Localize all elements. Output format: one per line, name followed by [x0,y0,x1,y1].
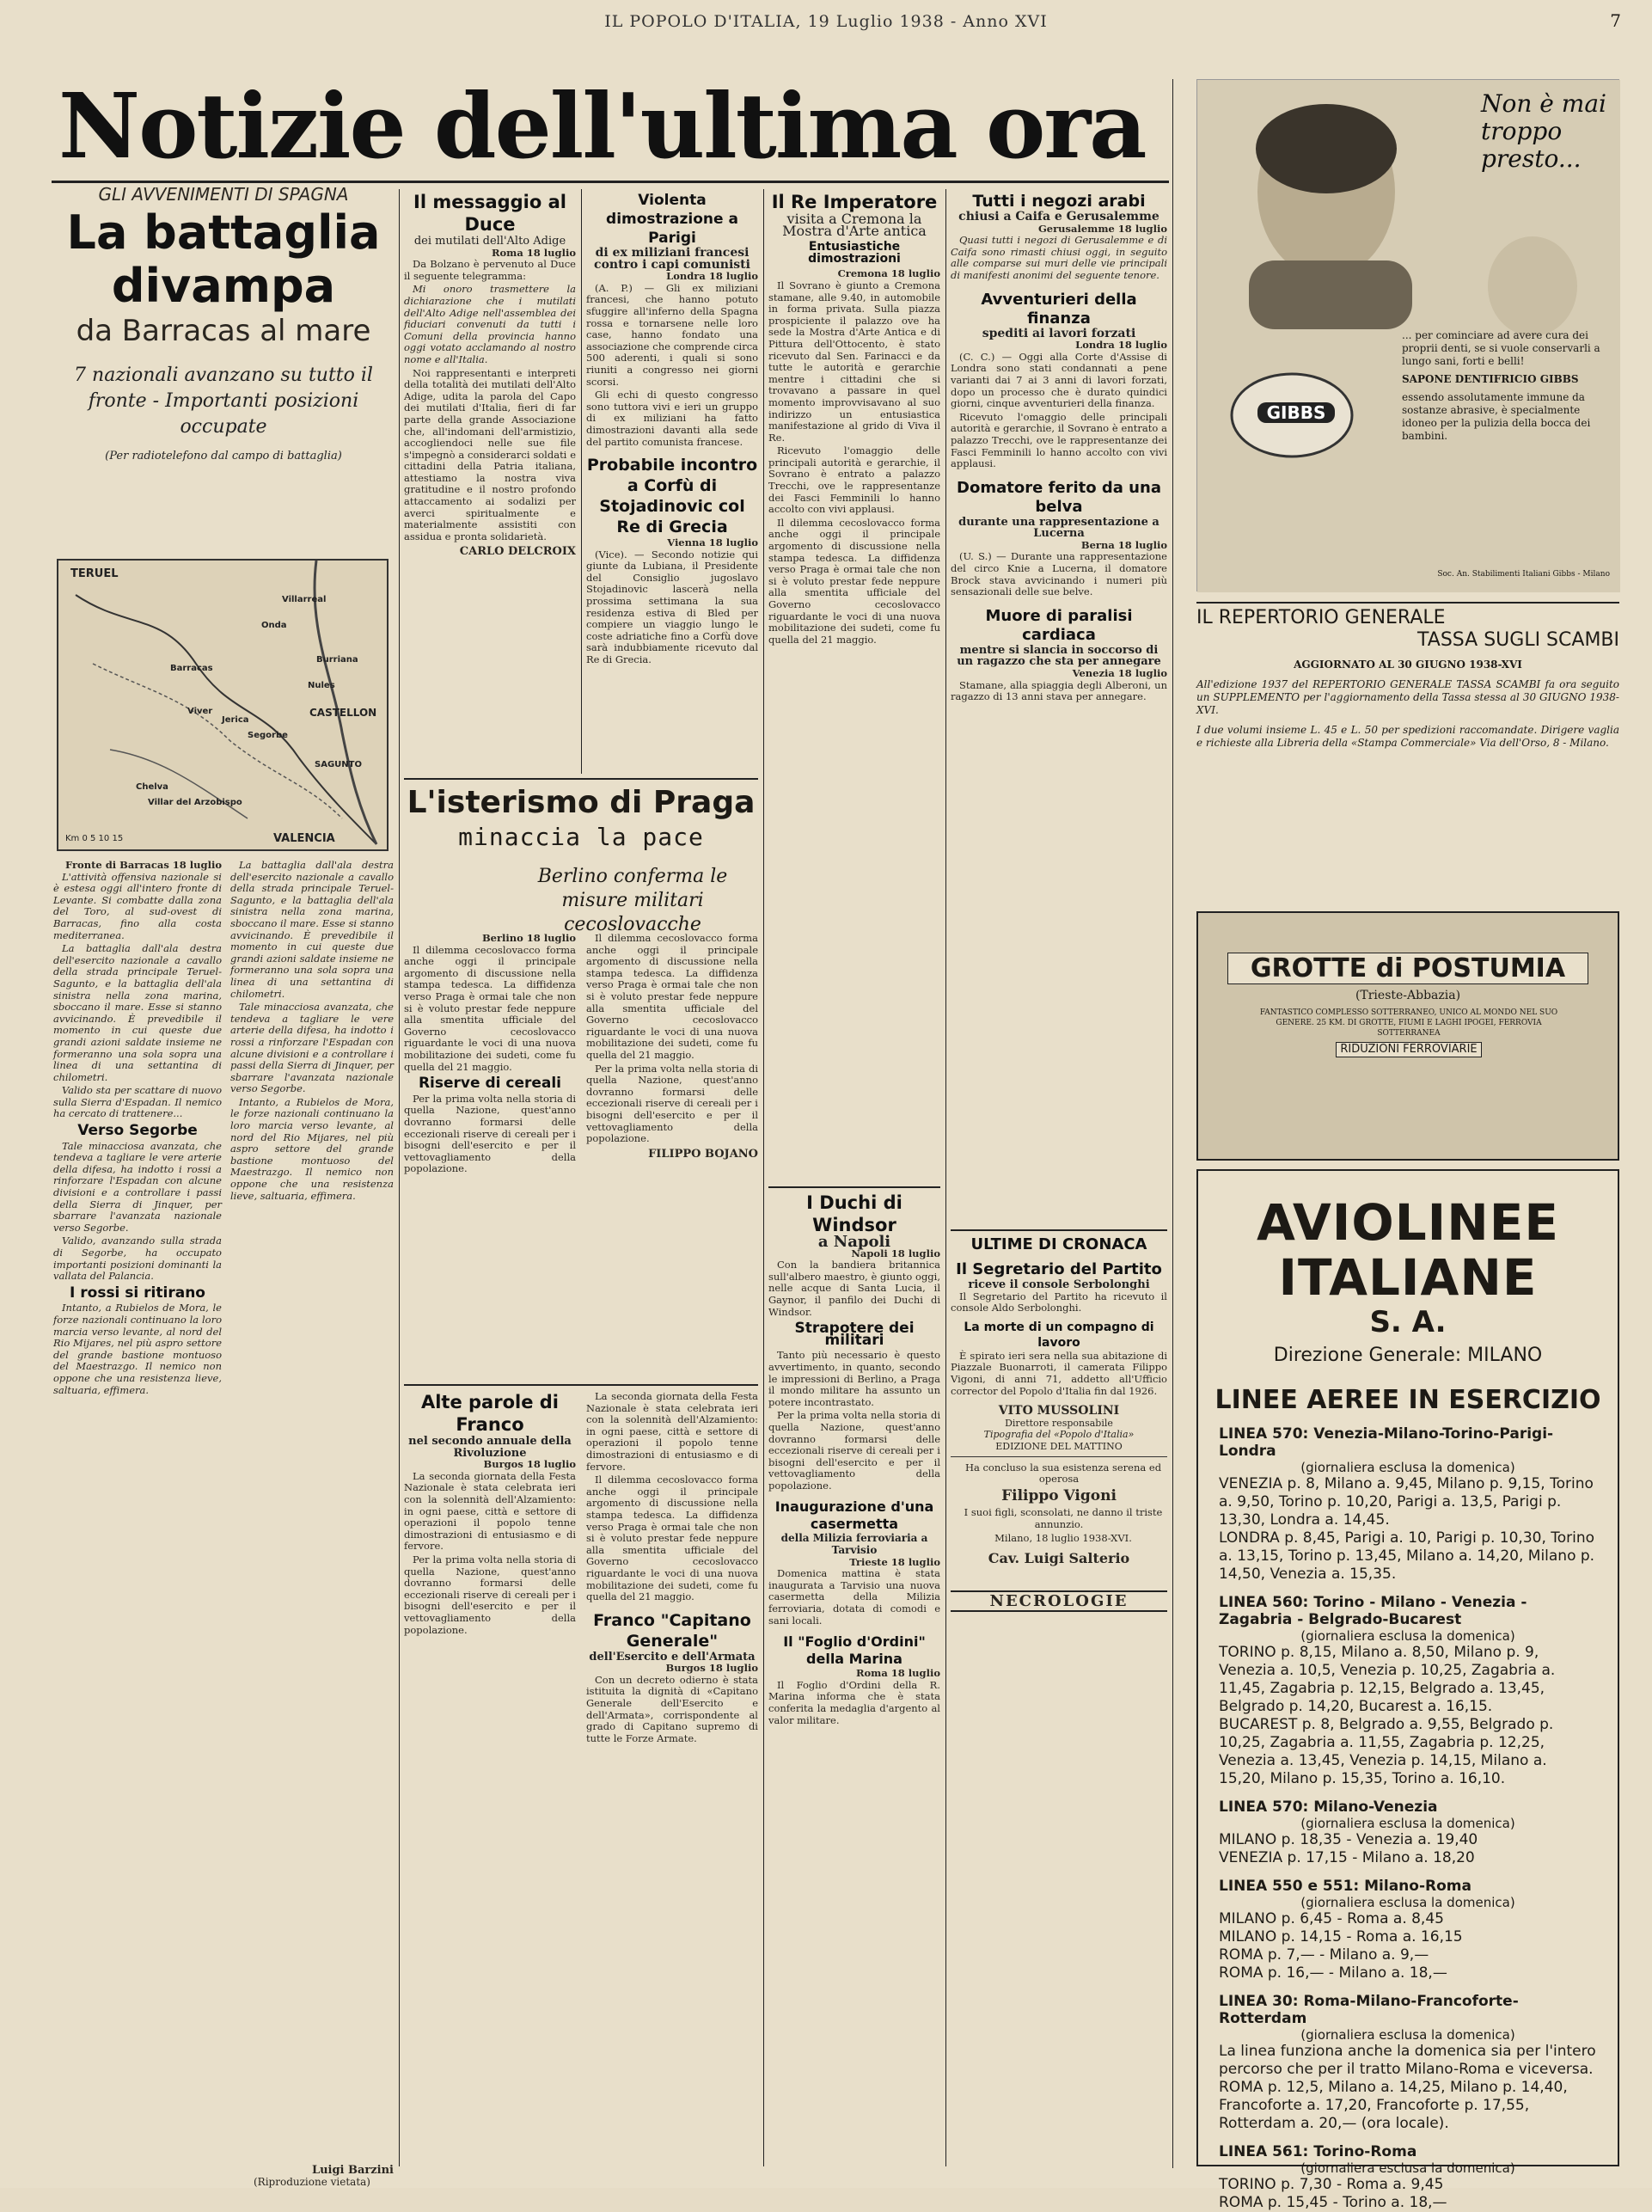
headline-paralisi: Muore di paralisi cardiaca [985,606,1133,644]
paragraph: (A. P.) — Gli ex miliziani francesi, che hanno potuto sfuggire all'inferno della Spagna rossa e tornarsene nelle loro case, hanno fondato una associazione che comprende circa 500 aderenti, i quali si sono riuniti a congresso nei giorni scorsi. [586,281,758,388]
paragraph: Quasi tutti i negozi di Gerusalemme e di Caifa sono rimasti chiusi oggi, in seguito alle comparse sui muri delle vie principali di manifesti anonimi del seguente tenore. [951,234,1167,281]
headline-windsor: I Duchi di Windsor [806,1192,902,1235]
edition: EDIZIONE DEL MATTINO [951,1441,1167,1457]
section-head: Riserve di cereali [418,1075,562,1093]
dateline: Venezia 18 luglio [1072,667,1167,680]
paragraph: I suoi figli, sconsolati, ne danno il triste annunzio. [964,1506,1163,1530]
map-label: Segorbe [248,731,288,740]
route-line: MILANO p. 14,15 - Roma a. 16,15 [1219,1928,1463,1945]
sub-praga: Berlino conferma le misure militari cecoslovacche [537,866,728,935]
headline-finanza: Avventurieri della finanza [981,290,1137,328]
column-rule [399,189,400,2166]
column-negozi [951,191,1167,1222]
paragraph: Per la prima volta nella storia di quella Nazione, quest'anno dovranno formarsi delle eccezionali riserve di cereali per i bisogni dell'esercito e per il vettovagliamento della popolazione. [404,1092,576,1175]
dateline: Burgos 18 luglio [483,1458,576,1471]
paragraph: Milano, 18 luglio 1938-XVI. [994,1531,1132,1544]
route-name: LINEA 561: Torino-Roma [1219,2143,1417,2160]
paragraph: Stamane, alla spiaggia degli Alberoni, un ragazzo di 13 anni stava per annegare. [951,678,1167,703]
paragraph: Per la prima volta nella storia di quella Nazione, quest'anno dovranno formarsi delle eccezionali riserve di cereali per i bisogni dell'esercito e per il vettovagliamento della popolazione. [586,1062,758,1145]
masthead: Notizie dell'ultima ora [58,73,1146,179]
headline-messaggio: Il messaggio al Duce [413,192,566,235]
headline-negozi: Tutti i negozi arabi [972,192,1146,211]
map-label: Chelva [136,782,168,792]
dateline: Cremona 18 luglio [837,267,940,280]
gibbs-text1: ... per cominciare ad avere cura dei proprii denti, se si vuole conservarli a lungo sani, forti e belli! [1402,329,1600,367]
section-head: I rossi si ritirano [70,1284,205,1302]
grotte-sub: (Trieste-Abbazia) [1355,989,1461,1002]
deck: visita a Cremona la Mostra d'Arte antica [782,211,927,239]
paragraph: Per la prima volta nella storia di quella Nazione, quest'anno dovranno formarsi delle eccezionali riserve di cereali per i bisogni dell'esercito e per il vettovagliamento della popolazione. [404,1553,576,1636]
paragraph: Il Sovrano è giunto a Cremona stamane, alle 9.40, in automobile in forma privata. Sulla piazza prospiciente il palazzo ove ha sede la Mostra d'Arte Antica e di Pittura dell'Ottocento, è stato ricevuto dal Sen. Farinacci e da tutte le autorità e gerarchie mentre i cittadini che si trovavano a passare in quel momento improvvisavano al suo indirizzo un entusiastica manifestazione al grido di Viva il Re. [768,279,940,444]
dateline: Vienna 18 luglio [667,536,758,549]
paragraph: Con la bandiera britannica sull'albero maestro, è giunto oggi, nelle acque di Santa Lucia, il Gaynor, il panfilo dei Duchi di Windsor. [768,1259,940,1318]
section-head: Entusiastiche dimostrazioni [808,240,901,266]
gibbs-credit: Soc. An. Stabilimenti Italiani Gibbs - Milano [1437,570,1610,579]
deck: dei mutilati dell'Alto Adige [413,235,566,248]
route-line: ROMA p. 12,5, Milano a. 14,25, Milano p. 14,40, Francoforte a. 17,20, Francoforte p. 17,55, Rotterdam a. 20,— (ora locale). [1219,2079,1568,2132]
signature: FILIPPO BOJANO [648,1147,758,1161]
deck: spediti ai lavori forzati [982,326,1136,340]
avio-direzione: Direzione Generale: MILANO [1273,1345,1543,1366]
paragraph: Ricevuto l'omaggio delle principali autorità e gerarchie, il Sovrano è entrato a palazzo Trecchi, ove le rappresentanze dei Fasci Femminili lo hanno accolto con vivi applausi. [951,410,1167,470]
printer: Tipografia del «Popolo d'Italia» [983,1429,1135,1441]
section-rule [768,1186,940,1188]
route-line: TORINO p. 8,15, Milano a. 8,50, Milano p. 9, Venezia a. 10,5, Venezia p. 10,25, Zagabria a. 11,45, Zagabria p. 12,15, Belgrado a. 13,45, Belgrado p. 14,20, Bucarest a. 16,15. [1219,1644,1556,1715]
dateline: Burgos 18 luglio [665,1662,758,1675]
paragraph: Valido, avanzando sulla strada di Segorbe, ha occupato importanti posizioni dominanti la vallata del Palancia. [53,1235,222,1283]
paragraph: Valido sta per scattare di nuovo sulla Sierra d'Espadan. Il nemico ha cercato di trattenere... [53,1084,222,1120]
praga-headline-block [404,784,758,937]
column-rule [763,189,764,2166]
paragraph: Noi rappresentanti e interpreti della totalità dei mutilati dell'Alto Adige, udita la parola del Capo dei mutilati d'Italia, fieri di far parte della grande Associazione che, all'indomani dell'armistizio, accogliendoci nelle sue file s'impegnò a considerarci soldati e cittadini della Patria italiana, attestiamo la nostra viva gratitudine e il nostro profondo attaccamento ai sodalizi per averci spiritualmente e materialmente assistiti con assidua e pronta solidarietà. [404,366,576,542]
gibbs-ad [1196,79,1619,591]
paragraph: Per la prima volta nella storia di quella Nazione, quest'anno dovranno formarsi delle eccezionali riserve di cereali per i bisogni dell'esercito e per il vettovagliamento della popolazione. [768,1409,940,1492]
route-note: (giornaliera esclusa la domenica) [1300,2160,1515,2176]
director-name: VITO MUSSOLINI [998,1404,1120,1418]
route-note: (giornaliera esclusa la domenica) [1300,1460,1515,1475]
route-line: BUCAREST p. 8, Belgrado a. 9,55, Belgrado p. 10,25, Zagabria a. 11,55, Zagabria p. 12,25, Venezia a. 13,45, Venezia p. 14,15, Milano a. 15,20, Milano p. 15,35, Torino a. 16,10. [1219,1716,1554,1787]
route-line: ROMA p. 7,— - Milano a. 9,— [1219,1946,1429,1964]
map-label: Onda [261,621,287,630]
dateline: Roma 18 luglio [491,246,576,259]
map-label: Villarreal [282,595,327,604]
paragraph: Il dilemma cecoslovacco forma anche oggi il principale argomento di discussione nella stampa tedesca. La diffidenza verso Praga è ormai tale che non si è voluto prestar fede neppure alla smentita ufficiale del Governo cecoslovacco riguardante le voci di una nuova mobilitazione dei sudeti, come fu quella del 21 maggio. [404,943,576,1073]
section-head: Strapotere dei militari [794,1320,915,1349]
column-rule [945,189,946,2166]
director-title: Direttore responsabile [1005,1417,1113,1429]
gibbs-logo: GIBBS [1257,402,1335,423]
map-label: CASTELLON [309,707,377,719]
route-name: LINEA 570: Milano-Venezia [1219,1798,1438,1816]
kicker-cronaca: ULTIME DI CRONACA [970,1235,1147,1253]
reproduction-note: (Riproduzione vietata) [254,2175,370,2188]
headline-corfu: Probabile incontro a Corfù di Stojadinovic col Re di Grecia [586,456,758,537]
necrologie-head: NECROLOGIE [951,1590,1167,1613]
dateline: Fronte di Barracas 18 luglio [65,859,222,871]
dateline: Berlino 18 luglio [481,932,576,944]
route-line: VENEZIA p. 8, Milano a. 9,45, Milano p. 9,15, Torino a. 9,50, Torino p. 10,20, Parigi a. 13,5, Parigi p. 13,30, Londra a. 14,45. [1219,1475,1594,1529]
paragraph: Ha concluso la sua esistenza serena ed operosa [964,1461,1162,1486]
dateline: Roma 18 luglio [855,1667,940,1680]
paragraph: Tale minacciosa avanzata, che tendeva a tagliare le vere arterie della difesa, ha indotto i rossi a rinforzare l'Espadan con alcune divisioni e a controllare i passi della Sierra di Jinquer, per sbarrare l'avanzata nazionale verso Segorbe. [230,1001,394,1095]
paragraph: Il dilemma cecoslovacco forma anche oggi il principale argomento di discussione nella stampa tedesca. La diffidenza verso Praga è ormai tale che non si è voluto prestar fede neppure alla smentita ufficiale del Governo cecoslovacco riguardante le voci di una nuova mobilitazione dei sudeti, come fu quella del 21 maggio. [586,1474,758,1603]
section-rule [404,1384,758,1386]
map-scale: Km 0 5 10 15 [65,834,124,843]
column-franco-b [586,1391,758,2165]
paragraph: (Vice). — Secondo notizie qui giunte da Lubiana, il Presidente del Consiglio jugoslavo Stojadinovic lascerà nella prossima settimana la sua residenza estiva di Bled per compiere un viaggio lungo le coste adriatiche fino a Corfù dove sarà indubbiamente ricevuto dal Re di Grecia. [586,548,758,666]
headline-casermetta: Inaugurazione d'una casermetta [774,1498,934,1533]
repertorio-sub: AGGIORNATO AL 30 GIUGNO 1938-XVI [1294,659,1522,671]
source-line: (Per radiotelefono dal campo di battaglia) [105,449,342,463]
headline-re: Il Re Imperatore [771,192,938,212]
paragraph: Il Foglio d'Ordini della R. Marina informa che è stata conferita la medaglia d'argento al valor militare. [768,1678,940,1726]
deck: durante una rappresentazione a Lucerna [958,515,1159,541]
paragraph: Ricevuto l'omaggio delle principali autorità e gerarchie, il Sovrano è entrato a palazzo Trecchi, ove le rappresentanze dei Fasci Femminili lo hanno accolto con vivi applausi. [768,444,940,516]
grotte-text: FANTASTICO COMPLESSO SOTTERRANEO, UNICO AL MONDO NEL SUO GENERE. 25 KM. DI GROTTE, FIUMI E LAGHI IPOGEI, FERROVIA SOTTERRANEA [1259,1008,1558,1038]
paragraph: Il dilemma cecoslovacco forma anche oggi il principale argomento di discussione nella stampa tedesca. La diffidenza verso Praga è ormai tale che non si è voluto prestar fede neppure alla smentita ufficiale del Governo cecoslovacco riguardante le voci di una nuova mobilitazione dei sudeti, come fu quella del 21 maggio. [768,516,940,646]
route-line: VENEZIA p. 17,15 - Milano a. 18,20 [1219,1849,1475,1866]
route-line: ROMA p. 16,— - Milano a. 18,— [1219,1964,1447,1982]
folio: IL POPOLO D'ITALIA, 19 Luglio 1938 - Anno XVI [604,12,1048,31]
headline-marina: Il "Foglio d'Ordini" della Marina [783,1633,926,1668]
deck: mentre si slancia in soccorso di un ragazzo che sta per annegare [957,643,1161,669]
grotte-ad [1196,911,1619,1161]
headline-praga: L'isterismo di Praga [407,785,756,820]
map-label: Villar del Arzobispo [148,798,242,807]
paragraph: La battaglia dall'ala destra dell'esercito nazionale a cavallo della strada principale Teruel-Sagunto, e la battaglia dell'ala sinistra nella zona marina, sboccano il mare. Esse si stanno avvicinando. È prevedibile il momento in cui queste due grandi azioni saldate insieme ne formeranno una sola sopra una linea di una settantina di chilometri. [53,942,222,1083]
route-note: (giornaliera esclusa la domenica) [1300,1895,1515,1910]
paragraph: Intanto, a Rubielos de Mora, le forze nazionali continuano la loro marcia verso levante, al nord del Rio Mijares, nel più aspro settore del grande bastione montuoso del Maestrazgo. Il nemico non oppone che una resistenza lieve, saltuaria, effimera. [230,1095,394,1202]
headline-segretario: Il Segretario del Partito [956,1260,1162,1278]
paragraph: L'attività offensiva nazionale si è estesa oggi all'intero fronte di Levante. Si combatte dalla zona del Toro, al sud-ovest di Barracas, fino alla costa mediterranea. [53,870,222,941]
deck: di ex miliziani francesi contro i capi comunisti [594,246,750,272]
paragraph: La seconda giornata della Festa Nazionale è stata celebrata ieri con la solennità dell'Alzamiento: in ogni paese, città e settore di operazioni il popolo tenne dimostrazioni di entusiasmo e di fervore. [586,1390,758,1473]
paragraph: Il dilemma cecoslovacco forma anche oggi il principale argomento di discussione nella stampa tedesca. La diffidenza verso Praga è ormai tale che non si è voluto prestar fede neppure alla smentita ufficiale del Governo cecoslovacco riguardante le voci di una nuova mobilitazione dei sudeti, come fu quella del 21 maggio. [586,932,758,1061]
paragraph: Gli echi di questo congresso sono tuttora vivi e ieri un gruppo di ex miliziani ha fatto dimostrazioni davanti alla sede del partito comunista francese. [586,389,758,448]
masthead-rule [52,181,1169,183]
column-praga-a [404,933,576,1376]
deck: chiusi a Caifa e Gerusalemme [958,210,1159,224]
route-line: TORINO p. 7,30 - Roma a. 9,45 [1219,2176,1444,2193]
map-label: Barracas [170,664,213,673]
map-label: Burriana [316,655,358,665]
column-parigi [586,191,758,775]
headline-battaglia: La battaglia divampa [66,205,381,313]
headline-capitano: Franco "Capitano Generale" [593,1610,751,1651]
column-franco [404,1391,576,2165]
map-levante [57,559,389,851]
route-line: ROMA p. 15,45 - Torino a. 18,— [1219,2194,1447,2211]
column-messaggio [404,191,576,767]
dateline: Napoli 18 luglio [851,1247,940,1259]
repertorio-p1: All'edizione 1937 del REPERTORIO GENERALE TASSA SCAMBI fa ora seguito un SUPPLEMENTO per l'aggiornamento della Tassa stessa al 30 GIUGNO 1938-XVI. [1196,678,1619,716]
dateline: Berna 18 luglio [1080,538,1167,551]
route-note: (giornaliera esclusa la domenica) [1300,1816,1515,1831]
map-label: VALENCIA [273,832,335,845]
headline-domatore: Domatore ferito da una belva [957,478,1161,516]
route-line: MILANO p. 18,35 - Venezia a. 19,40 [1219,1831,1478,1848]
section-head: Verso Segorbe [77,1122,198,1140]
route-line: LONDRA p. 8,45, Parigi a. 10, Parigi p. 10,30, Torino a. 13,15, Torino p. 13,45, Milano a. 14,20, Milano p. 14,50, Venezia a. 15,35. [1219,1529,1595,1583]
column-rule [1172,79,1173,2168]
paragraph: La battaglia dall'ala destra dell'esercito nazionale a cavallo della strada principale Teruel-Sagunto, e la battaglia dell'ala sinistra nella zona marina, sboccano il mare. Esse si stanno avvicinando. È prevedibile il momento in cui queste due grandi azioni saldate insieme ne formeranno una sola sopra una linea di una settantina di chilometri. [230,859,394,1000]
paragraph: È spirato ieri sera nella sua abitazione di Piazzale Buonarroti, il camerata Filippo Vigoni, di anni 71, addetto all'Ufficio corrector del Popolo d'Italia fin dal 1926. [951,1349,1167,1397]
section-rule [951,1229,1167,1231]
deck-praga: minaccia la pace [458,823,704,851]
avio-sa: S. A. [1369,1305,1447,1339]
map-label: Nules [308,681,335,690]
grotte-title: GROTTE di POSTUMIA [1227,953,1588,984]
deck: riceve il console Serbolonghi [968,1278,1150,1291]
repertorio-p2: I due volumi insieme L. 45 e L. 50 per spedizioni raccomandate. Dirigere vaglia e richieste alla Libreria della «Stampa Commerciale» Via dell'Orso, 8 - Milano. [1196,724,1619,749]
repertorio-ad [1196,602,1619,903]
paragraph: Intanto, a Rubielos de Mora, le forze nazionali continuano la loro marcia verso levante, al nord del Rio Mijares, nel più aspro settore del grande bastione montuoso del Maestrazgo. Il nemico non oppone che una resistenza lieve, saltuaria, effimera. [53,1302,222,1396]
paragraph: Tale minacciosa avanzata, che tendeva a tagliare le vere arterie della difesa, ha indotto i rossi a rinforzare l'Espadan con alcune divisioni e a controllare i passi della Sierra di Jinquer, per sbarrare l'avanzata nazionale verso Segorbe. [53,1139,222,1234]
column-spagna-text-b [230,859,394,2188]
page-number: 7 [1610,10,1621,31]
repertorio-title2: TASSA SUGLI SCAMBI [1417,629,1619,651]
paragraph: Domenica mattina è stata inaugurata a Tarvisio una nuova casermetta della Milizia ferroviaria, dotata di comodi e sani locali. [768,1567,940,1627]
section-rule [404,778,758,780]
aviolinee-ad [1196,1169,1619,2211]
deck: dell'Esercito e dell'Armata [589,1650,756,1664]
repertorio-title: IL REPERTORIO GENERALE [1196,602,1619,629]
kicker: GLI AVVENIMENTI DI SPAGNA [98,184,349,205]
paragraph: Con un decreto odierno è stata istituita la dignità di «Capitano Generale dell'Esercito e dell'Armata», corrispondente al grado di Capitano supremo di tutte le Forze Armate. [586,1673,758,1744]
headline-barracas: da Barracas al mare [76,313,371,348]
avio-linee: LINEE AEREE IN ESERCIZIO [1215,1385,1601,1415]
headline-compagno: La morte di un compagno di lavoro [964,1320,1154,1350]
column-spagna-text-a [53,860,222,2158]
dateline: Gerusalemme 18 luglio [1037,222,1167,235]
paragraph: La seconda giornata della Festa Nazionale è stata celebrata ieri con la solennità dell'Alzamiento: in ogni paese, città e settore di operazioni il popolo tenne dimostrazioni di entusiasmo e di fervore. [404,1469,576,1553]
gibbs-slogan: Non è mai troppo presto... [1481,89,1606,173]
route-line: La linea funziona anche la domenica sia per l'intero percorso che per il tratto Milano-Roma e viceversa. [1219,2043,1596,2078]
avio-title: AVIOLINEE ITALIANE [1256,1193,1560,1307]
map-label: Jerica [222,715,249,725]
dateline: Londra 18 luglio [666,270,758,283]
gibbs-text [1402,329,1608,443]
map-label: SAGUNTO [315,760,362,769]
route-name: LINEA 560: Torino - Milano - Venezia - Zagabria - Belgrado-Bucarest [1219,1594,1527,1628]
column-praga-b [586,933,758,1376]
grotte-badge: RIDUZIONI FERROVIARIE [1336,1042,1482,1057]
paragraph: (C. C.) — Oggi alla Corte d'Assise di Londra sono stati condannati a pene varianti dai 7 ai 3 anni di lavori forzati, dopo un processo che è durato quindici giorni, cinque avventurieri della finanza. [951,350,1167,410]
obit-person: Filippo Vigoni [1001,1486,1117,1504]
byline: Luigi Barzini [311,2164,394,2178]
column-re [768,191,940,1180]
map-label: Viver [187,707,213,716]
dateline: Londra 18 luglio [1075,339,1167,352]
gibbs-brand: SAPONE DENTIFRICIO GIBBS [1402,373,1579,385]
map-label: TERUEL [70,567,119,580]
obit-person2: Cav. Luigi Salterio [988,1550,1130,1567]
deck: 7 nazionali avanzano su tutto il fronte - Importanti posizioni occupate [74,364,373,438]
route-note: (giornaliera esclusa la domenica) [1300,1628,1515,1644]
column-cronaca [951,1235,1167,2163]
column-windsor [768,1192,940,2163]
route-name: LINEA 30: Roma-Milano-Francoforte-Rotterdam [1219,1993,1519,2027]
paragraph: Mi onoro trasmettere la dichiarazione che i mutilati dell'Alto Adige nell'assemblea dei fiduciari convenuti da tutti i Comuni della provincia hanno oggi votato acclamando al nostro nome e all'Italia. [404,283,576,365]
paragraph: Tanto più necessario è questo avvertimento, in quanto, secondo le impressioni di Berlino, a Praga il mondo militare ha assunto un potere incontrastato. [768,1349,940,1408]
route-name: LINEA 550 e 551: Milano-Roma [1219,1878,1472,1895]
paragraph: Da Bolzano è pervenuto al Duce il seguente telegramma: [404,258,576,282]
paragraph: Il Segretario del Partito ha ricevuto il console Aldo Serbolonghi. [951,1290,1167,1314]
dateline: Trieste 18 luglio [849,1555,940,1568]
column-rule [581,189,582,774]
deck: a Napoli [817,1233,891,1251]
route-line: MILANO p. 6,45 - Roma a. 8,45 [1219,1910,1444,1927]
signature: CARLO DELCROIX [459,545,576,559]
headline-franco: Alte parole di Franco [420,1392,559,1435]
deck: della Milizia ferroviaria a Tarvisio [780,1532,928,1557]
headline-parigi: Violenta dimostrazione a Parigi [606,192,738,247]
route-name: LINEA 570: Venezia-Milano-Torino-Parigi-Londra [1219,1425,1554,1460]
deck: nel secondo annuale della Rivoluzione [408,1435,572,1460]
gibbs-text2: essendo assolutamente immune da sostanze abrasive, è specialmente idoneo per la pulizia della bocca dei bambini. [1402,391,1591,442]
route-note: (giornaliera esclusa la domenica) [1300,2027,1515,2043]
paragraph: (U. S.) — Durante una rappresentazione del circo Knie a Lucerna, il domatore Brock stava avvicinando i numeri più sensazionali delle sue belve. [951,550,1167,598]
